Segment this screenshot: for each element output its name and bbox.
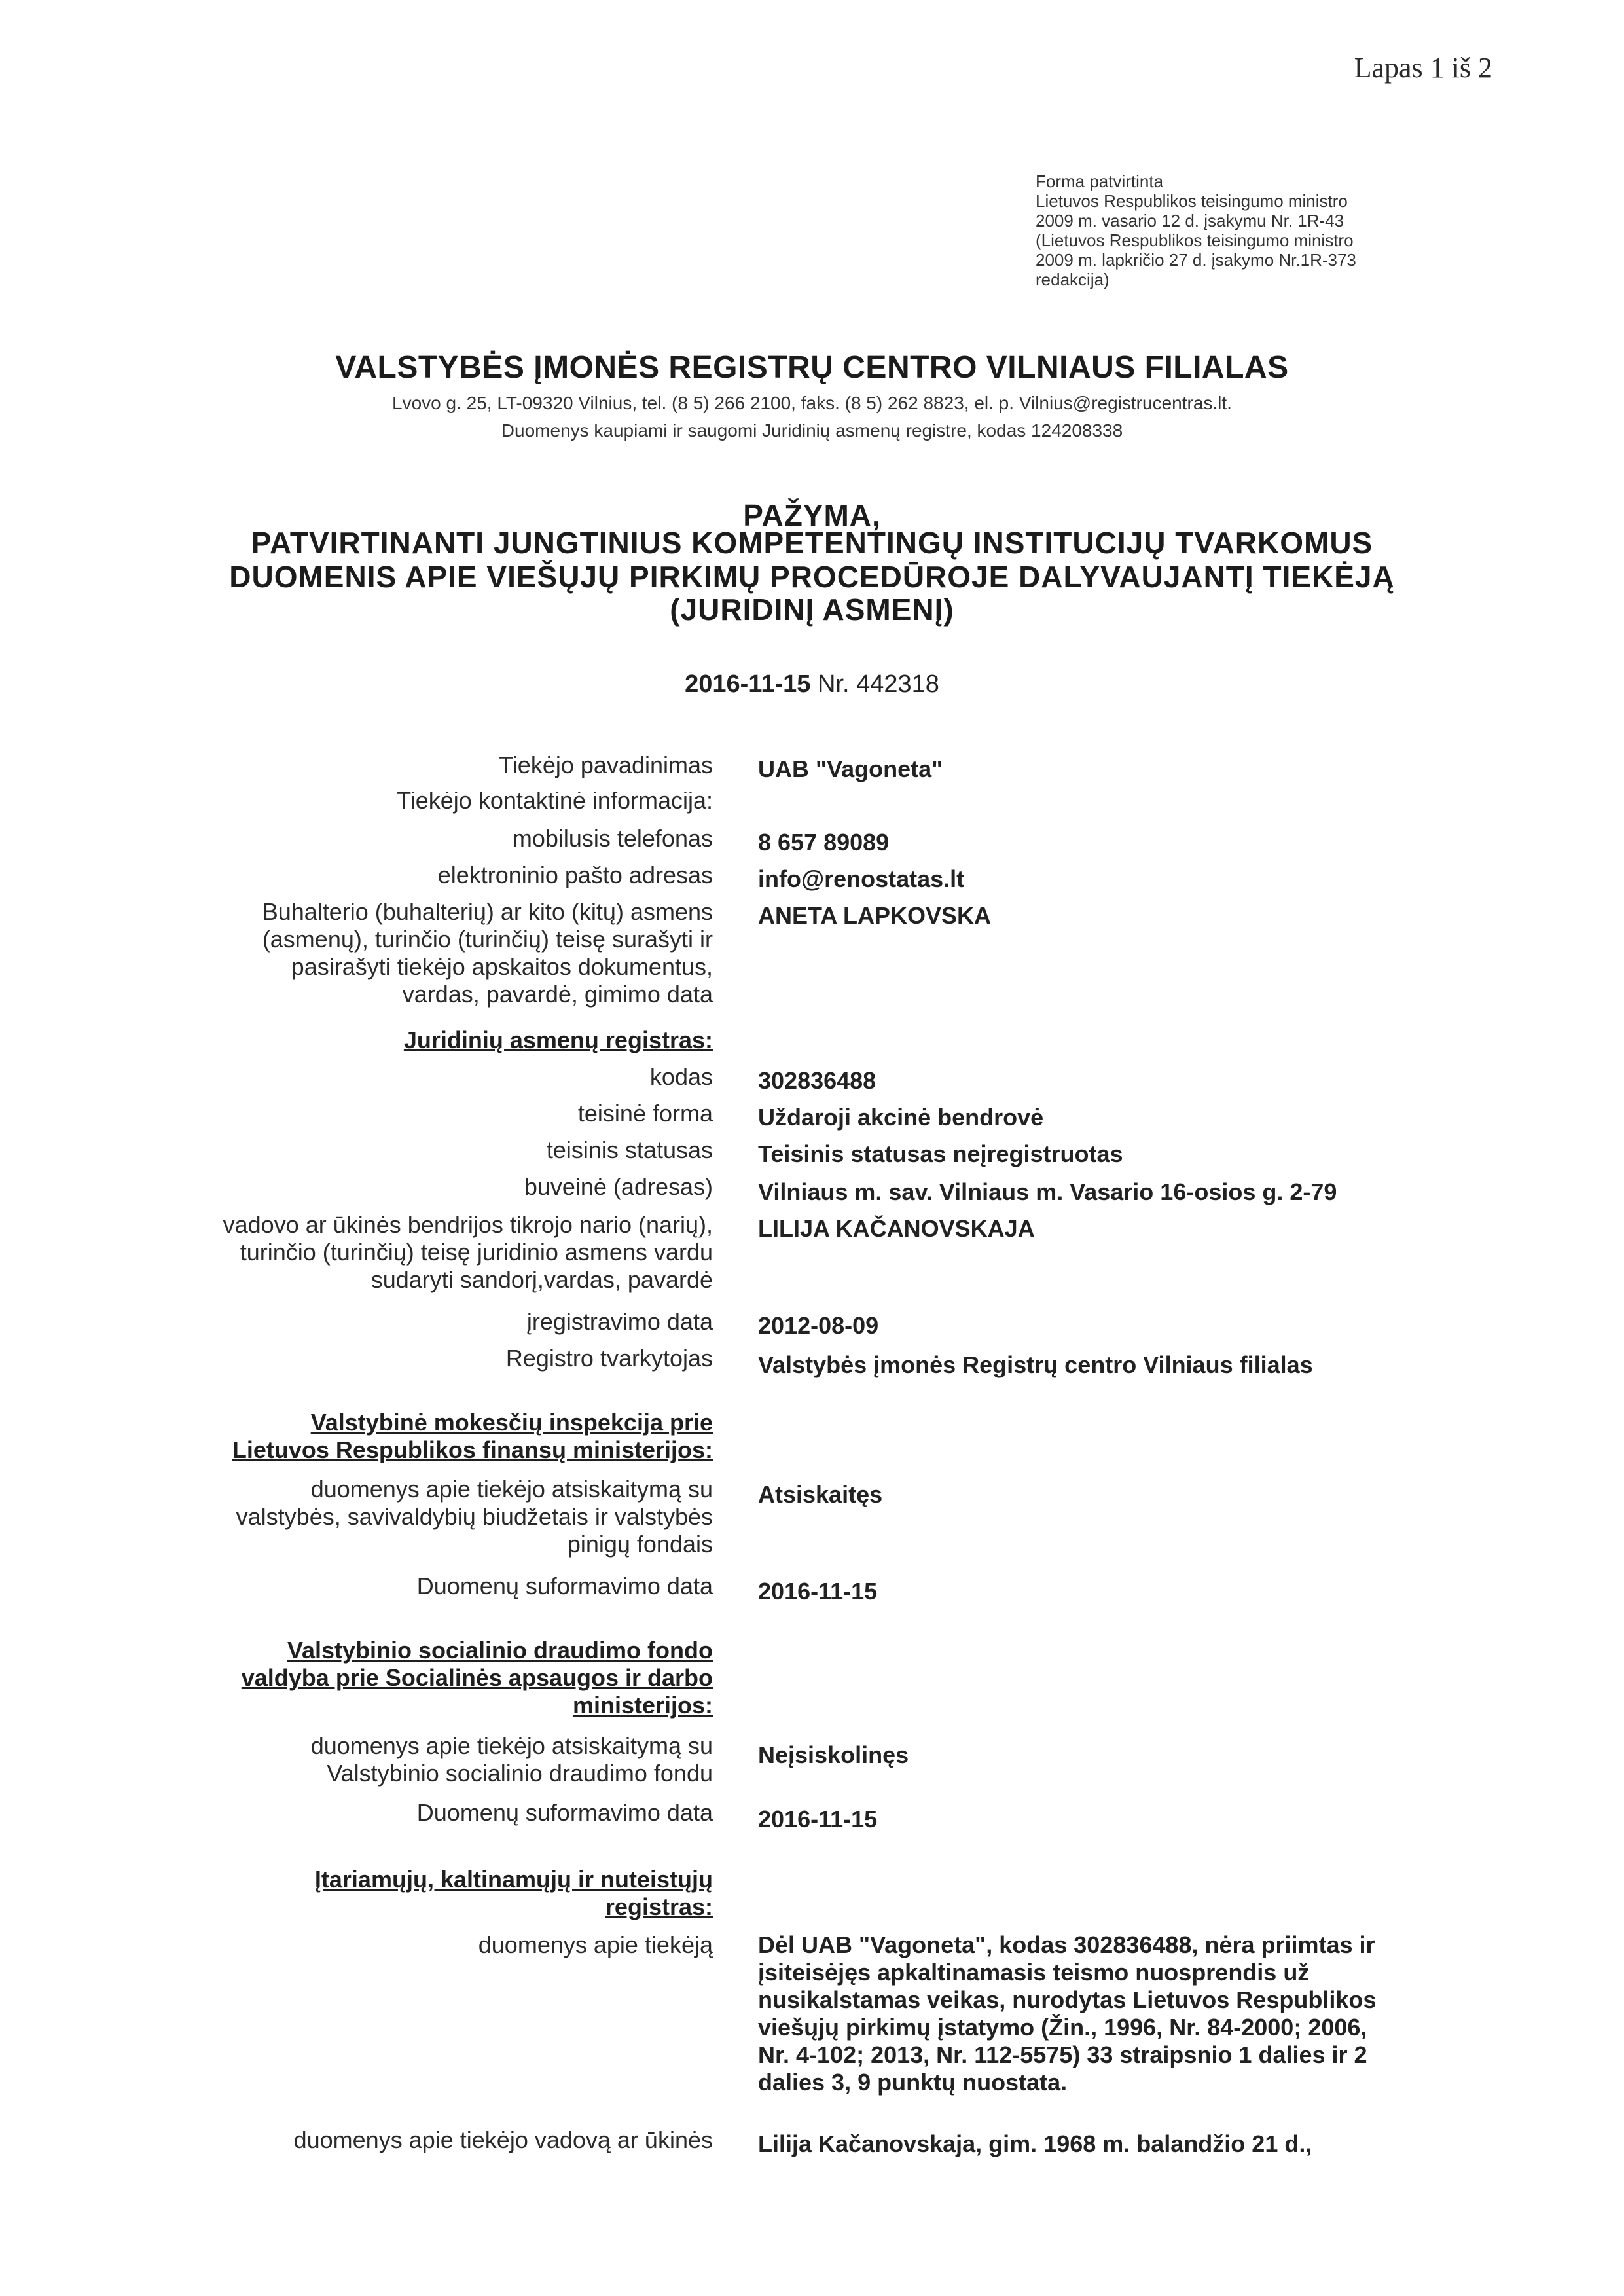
form-note-line: Forma patvirtinta	[1036, 172, 1164, 191]
text-line: 2016-11-15	[758, 1578, 878, 1605]
value-social-insurance-data	[758, 1741, 1491, 1769]
text-line: Valstybinio socialinio draudimo fondu	[327, 1760, 713, 1787]
text-line: sudaryti sandorį,vardas, pavardė	[370, 1266, 713, 1293]
text-line: Nr. 4-102; 2013, Nr. 112-5575) 33 straipsnio 1 dalies ir 2	[758, 2041, 1367, 2068]
value-registrar	[758, 1351, 1491, 1379]
label-accountant	[124, 898, 713, 1008]
value-seat-address	[758, 1178, 1491, 1206]
form-note-line: (Lietuvos Respublikos teisingumo ministro	[1036, 230, 1354, 250]
label-manager	[124, 1211, 713, 1294]
text-line: valstybės, savivaldybių biudžetais ir valstybės	[236, 1503, 713, 1530]
text-line: teisinė forma	[577, 1100, 713, 1127]
value-tax-data	[758, 1481, 1491, 1508]
text-line: Buhalterio (buhalterių) ar kito (kitų) asmens	[262, 898, 713, 925]
value-manager	[758, 1215, 1491, 1243]
text-line: LILIJA KAČANOVSKAJA	[758, 1215, 1035, 1242]
form-approval-note	[1036, 172, 1454, 289]
text-line: įsiteisėjęs apkaltinamasis teismo nuosprendis už	[758, 1959, 1310, 1986]
text-line: dalies 3, 9 punktų nuostata.	[758, 2069, 1068, 2096]
document-title-line: (JURIDINĮ ASMENĮ)	[670, 592, 954, 627]
label-contact-info	[124, 787, 713, 814]
text-line: mobilusis telefonas	[512, 825, 713, 852]
text-line: 302836488	[758, 1067, 876, 1094]
text-line: vardas, pavardė, gimimo data	[402, 981, 713, 1008]
document-number: 442318	[856, 670, 939, 698]
text-line: 8 657 89089	[758, 829, 890, 856]
text-line: vadovo ar ūkinės bendrijos tikrojo nario (narių),	[223, 1211, 713, 1238]
text-line: ministerijos:	[572, 1692, 713, 1719]
section-legal-registry	[124, 1027, 713, 1054]
text-line: Uždaroji akcinė bendrovė	[758, 1104, 1044, 1131]
value-legal-form	[758, 1104, 1491, 1131]
value-code	[758, 1067, 1491, 1095]
document-date: 2016-11-15	[685, 670, 811, 698]
label-mobile-phone	[124, 825, 713, 852]
value-legal-status	[758, 1140, 1491, 1168]
text-line: UAB "Vagoneta"	[758, 756, 943, 782]
text-line: buveinė (adresas)	[524, 1173, 713, 1200]
form-note-line: redakcija)	[1036, 270, 1110, 289]
label-social-insurance-date	[124, 1799, 713, 1827]
text-line: duomenys apie tiekėjo vadovą ar ūkinės	[293, 2126, 713, 2153]
value-manager-data	[758, 2130, 1491, 2158]
text-line: Duomenų suformavimo data	[416, 1799, 713, 1826]
text-line: Lietuvos Respublikos finansų ministerijos:	[232, 1436, 713, 1463]
text-line: Lilija Kačanovskaja, gim. 1968 m. balandžio 21 d.,	[758, 2130, 1312, 2157]
form-note-line: 2009 m. vasario 12 d. įsakymu Nr. 1R-43	[1036, 211, 1344, 230]
document-title-line: DUOMENIS APIE VIEŠŲJŲ PIRKIMŲ PROCEDŪROJE DALYVAUJANTĮ TIEKĖJĄ	[229, 560, 1395, 594]
form-note-line: Lietuvos Respublikos teisingumo ministro	[1036, 191, 1348, 211]
text-line: Įtariamųjų, kaltinamųjų ir nuteistųjų	[314, 1866, 713, 1893]
label-legal-form	[124, 1100, 713, 1127]
text-line: nusikalstamas veikas, nurodytas Lietuvos Respublikos	[758, 1986, 1377, 2013]
text-line: info@renostatas.lt	[758, 866, 965, 892]
label-supplier-name	[124, 752, 713, 779]
label-legal-status	[124, 1137, 713, 1164]
value-mobile-phone	[758, 829, 1491, 856]
text-line: ANETA LAPKOVSKA	[758, 902, 992, 929]
text-line: Tiekėjo pavadinimas	[499, 752, 713, 778]
text-line: (asmenų), turinčio (turinčių) teisę surašyti ir	[262, 926, 713, 953]
text-line: pinigų fondais	[567, 1531, 713, 1558]
value-supplier-data	[758, 1931, 1491, 2096]
registry-address: Lvovo g. 25, LT-09320 Vilnius, tel. (8 5) 266 2100, faks. (8 5) 262 8823, el. p. Vilnius@registrucentras.lt.	[392, 393, 1232, 413]
label-tax-date	[124, 1573, 713, 1600]
text-line: Neįsiskolinęs	[758, 1741, 909, 1768]
text-line: duomenys apie tiekėją	[478, 1931, 713, 1958]
value-tax-date	[758, 1578, 1491, 1605]
label-registrar	[124, 1345, 713, 1372]
text-line: įregistravimo data	[526, 1308, 713, 1335]
text-line: Juridinių asmenų registras:	[403, 1027, 713, 1053]
text-line: Dėl UAB "Vagoneta", kodas 302836488, nėra priimtas ir	[758, 1931, 1375, 1958]
registry-name: VALSTYBĖS ĮMONĖS REGISTRŲ CENTRO VILNIAUS FILIALAS	[335, 350, 1289, 385]
text-line: duomenys apie tiekėjo atsiskaitymą su	[310, 1476, 713, 1503]
page-number: Lapas 1 iš 2	[1354, 52, 1492, 84]
text-line: registras:	[605, 1893, 713, 1920]
label-email	[124, 862, 713, 889]
label-social-insurance-data	[124, 1732, 713, 1787]
label-registration-date	[124, 1308, 713, 1336]
text-line: elektroninio pašto adresas	[437, 862, 713, 888]
text-line: 2016-11-15	[758, 1806, 878, 1832]
text-line: turinčio (turinčių) teisę juridinio asmens vardu	[240, 1239, 713, 1266]
text-line: teisinis statusas	[546, 1137, 713, 1163]
text-line: Vilniaus m. sav. Vilniaus m. Vasario 16-osios g. 2-79	[758, 1178, 1337, 1205]
registry-note: Duomenys kaupiami ir saugomi Juridinių asmenų registre, kodas 124208338	[501, 420, 1123, 441]
value-registration-date	[758, 1312, 1491, 1339]
section-criminal-registry	[124, 1866, 713, 1921]
text-line: Registro tvarkytojas	[505, 1345, 713, 1372]
document-number-prefix: Nr.	[817, 670, 850, 698]
text-line: Valstybės įmonės Registrų centro Vilniaus filialas	[758, 1351, 1313, 1378]
label-supplier-data	[124, 1931, 713, 1959]
document-title-line: PAŽYMA,	[743, 498, 881, 532]
text-line: pasirašyti tiekėjo apskaitos dokumentus,	[291, 953, 713, 980]
text-line: Duomenų suformavimo data	[416, 1573, 713, 1599]
document-date-number	[0, 670, 1624, 699]
text-line: Valstybinio socialinio draudimo fondo	[287, 1637, 713, 1664]
document-title-line: PATVIRTINANTI JUNGTINIUS KOMPETENTINGŲ INSTITUCIJŲ TVARKOMUS	[251, 526, 1373, 560]
form-note-line: 2009 m. lapkričio 27 d. įsakymo Nr.1R-373	[1036, 250, 1356, 270]
text-line: Valstybinė mokesčių inspekcija prie	[310, 1409, 713, 1436]
text-line: Teisinis statusas neįregistruotas	[758, 1140, 1123, 1167]
value-social-insurance-date	[758, 1806, 1491, 1833]
label-seat-address	[124, 1173, 713, 1201]
text-line: duomenys apie tiekėjo atsiskaitymą su	[310, 1732, 713, 1759]
label-tax-data	[124, 1476, 713, 1558]
section-tax-inspectorate	[124, 1409, 713, 1464]
text-line: viešųjų pirkimų įstatymo (Žin., 1996, Nr. 84-2000; 2006,	[758, 2014, 1367, 2041]
text-line: valdyba prie Socialinės apsaugos ir darbo	[241, 1664, 713, 1691]
value-accountant	[758, 902, 1491, 930]
value-supplier-name	[758, 756, 1491, 783]
text-line: kodas	[649, 1063, 713, 1090]
value-email	[758, 866, 1491, 893]
text-line: 2012-08-09	[758, 1312, 879, 1339]
text-line: Tiekėjo kontaktinė informacija:	[397, 787, 713, 814]
section-social-insurance-board	[124, 1637, 713, 1719]
label-code	[124, 1063, 713, 1091]
label-manager-data	[124, 2126, 713, 2154]
text-line: Atsiskaitęs	[758, 1481, 883, 1508]
